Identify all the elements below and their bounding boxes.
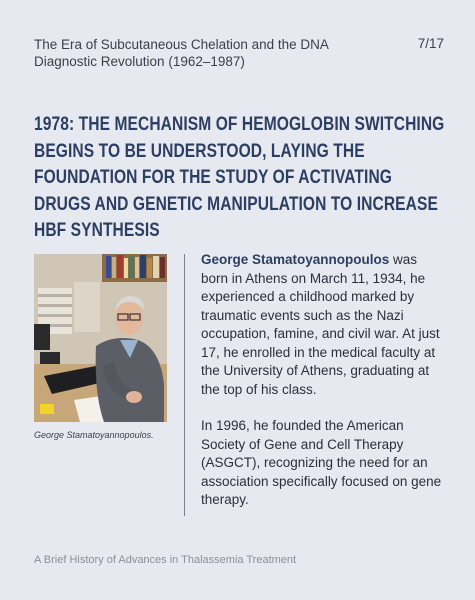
headline: 1978: THE MECHANISM OF HEMOGLOBIN SWITCHING BEGINS TO BE UNDERSTOOD, LAYING THE FOUNDATION FOR THE STUDY OF ACTIVATING DRUGS AND GENETIC MANIPULATION TO INCREASE HBF SYNTHESIS	[34, 114, 445, 241]
section-title: The Era of Subcutaneous Chelation and the DNA Diagnostic Revolution (1962–1987)	[34, 37, 329, 69]
paragraph-2: In 1996, he founded the American Society of Gene and Cell Therapy (ASGCT), recognizing the need for an association specifically focused on gene therapy.	[201, 418, 442, 507]
paragraph-1-text: was born in Athens on March 11, 1934, he experienced a childhood marked by traumatic events such as the Nazi occupation, famine, and civil war. At just 17, he enrolled in the medical faculty at the University of Athens, graduating at the top of his class.	[201, 252, 440, 397]
portrait-photo	[34, 254, 167, 422]
biography-text	[201, 251, 446, 528]
paragraph-1	[201, 251, 446, 399]
vertical-divider	[184, 254, 185, 516]
photo-caption: George Stamatoyannopoulos.	[34, 430, 154, 440]
footer: A Brief History of Advances in Thalassemia Treatment	[34, 554, 297, 566]
person-name: George Stamatoyannopoulos	[201, 252, 390, 267]
page-number: 7/17	[417, 36, 444, 51]
header	[34, 36, 444, 70]
